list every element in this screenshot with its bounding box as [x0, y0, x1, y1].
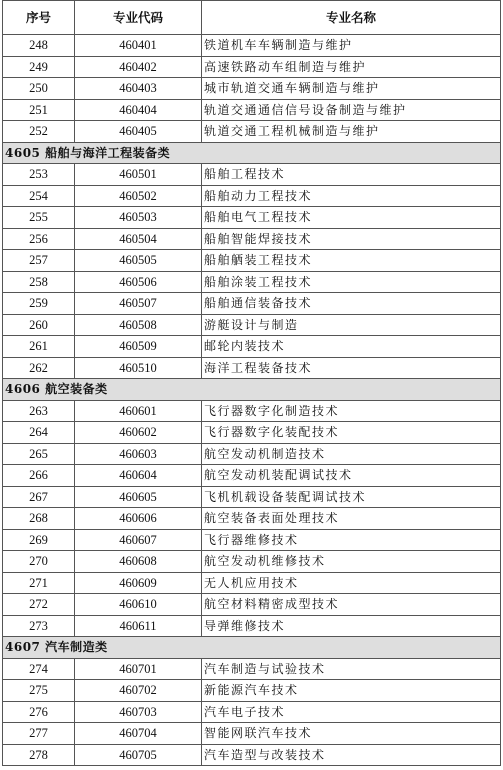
- row-major-name: 高速铁路动车组制造与维护: [202, 56, 501, 78]
- table-row: [3, 336, 501, 358]
- row-seq: 277: [3, 723, 75, 745]
- row-code: 460504: [75, 228, 202, 250]
- category-row: [3, 142, 501, 164]
- table-row: [3, 701, 501, 723]
- row-seq: 272: [3, 594, 75, 616]
- table-row: [3, 185, 501, 207]
- table-row: [3, 164, 501, 186]
- row-seq: 273: [3, 615, 75, 637]
- row-seq: 265: [3, 443, 75, 465]
- table-row: [3, 486, 501, 508]
- table-row: [3, 508, 501, 530]
- row-seq: 270: [3, 551, 75, 573]
- row-major-name: 飞机机载设备装配调试技术: [202, 486, 501, 508]
- row-code: 460701: [75, 658, 202, 680]
- row-code: 460702: [75, 680, 202, 702]
- table-row: [3, 529, 501, 551]
- row-code: 460601: [75, 400, 202, 422]
- row-code: 460403: [75, 78, 202, 100]
- row-major-name: 航空发动机制造技术: [202, 443, 501, 465]
- row-seq: 251: [3, 99, 75, 121]
- table-row: [3, 744, 501, 766]
- row-code: 460404: [75, 99, 202, 121]
- table-row: [3, 723, 501, 745]
- header-code: 专业代码: [75, 1, 202, 35]
- row-code: 460703: [75, 701, 202, 723]
- row-seq: 258: [3, 271, 75, 293]
- row-seq: 269: [3, 529, 75, 551]
- row-code: 460509: [75, 336, 202, 358]
- row-seq: 267: [3, 486, 75, 508]
- row-major-name: 飞行器数字化制造技术: [202, 400, 501, 422]
- row-major-name: 航空发动机装配调试技术: [202, 465, 501, 487]
- row-code: 460508: [75, 314, 202, 336]
- row-code: 460503: [75, 207, 202, 229]
- row-major-name: 城市轨道交通车辆制造与维护: [202, 78, 501, 100]
- table-row: [3, 228, 501, 250]
- table-body: [3, 35, 501, 766]
- row-major-name: 航空装备表面处理技术: [202, 508, 501, 530]
- row-major-name: 船舶动力工程技术: [202, 185, 501, 207]
- header-seq: 序号: [3, 1, 75, 35]
- row-major-name: 无人机应用技术: [202, 572, 501, 594]
- row-seq: 257: [3, 250, 75, 272]
- table-row: [3, 121, 501, 143]
- table-row: [3, 465, 501, 487]
- row-major-name: 汽车制造与试验技术: [202, 658, 501, 680]
- row-major-name: 汽车电子技术: [202, 701, 501, 723]
- row-seq: 261: [3, 336, 75, 358]
- table-row: [3, 615, 501, 637]
- table-row: [3, 271, 501, 293]
- row-code: 460610: [75, 594, 202, 616]
- row-major-name: 飞行器数字化装配技术: [202, 422, 501, 444]
- row-code: 460606: [75, 508, 202, 530]
- table-row: [3, 422, 501, 444]
- row-code: 460405: [75, 121, 202, 143]
- row-major-name: 海洋工程装备技术: [202, 357, 501, 379]
- table-row: [3, 314, 501, 336]
- row-seq: 255: [3, 207, 75, 229]
- row-code: 460605: [75, 486, 202, 508]
- row-major-name: 导弹维修技术: [202, 615, 501, 637]
- row-major-name: 船舶智能焊接技术: [202, 228, 501, 250]
- row-major-name: 船舶涂装工程技术: [202, 271, 501, 293]
- row-code: 460502: [75, 185, 202, 207]
- row-major-name: 船舶电气工程技术: [202, 207, 501, 229]
- row-seq: 248: [3, 35, 75, 57]
- category-row: [3, 379, 501, 401]
- row-seq: 264: [3, 422, 75, 444]
- row-major-name: 游艇设计与制造: [202, 314, 501, 336]
- category-label: 4607 汽车制造类: [3, 637, 501, 659]
- row-code: 460608: [75, 551, 202, 573]
- category-label: 4605 船舶与海洋工程装备类: [3, 142, 501, 164]
- row-seq: 250: [3, 78, 75, 100]
- row-major-name: 飞行器维修技术: [202, 529, 501, 551]
- row-code: 460501: [75, 164, 202, 186]
- table-row: [3, 293, 501, 315]
- table-row: [3, 658, 501, 680]
- row-seq: 271: [3, 572, 75, 594]
- row-major-name: 轨道交通通信信号设备制造与维护: [202, 99, 501, 121]
- row-major-name: 船舶工程技术: [202, 164, 501, 186]
- table-row: [3, 78, 501, 100]
- row-code: 460611: [75, 615, 202, 637]
- table-header: [3, 1, 501, 35]
- row-code: 460507: [75, 293, 202, 315]
- row-seq: 276: [3, 701, 75, 723]
- row-seq: 253: [3, 164, 75, 186]
- row-major-name: 智能网联汽车技术: [202, 723, 501, 745]
- row-seq: 263: [3, 400, 75, 422]
- row-major-name: 轨道交通工程机械制造与维护: [202, 121, 501, 143]
- row-seq: 260: [3, 314, 75, 336]
- row-seq: 262: [3, 357, 75, 379]
- table-row: [3, 250, 501, 272]
- header-name: 专业名称: [202, 1, 501, 35]
- row-code: 460705: [75, 744, 202, 766]
- row-code: 460602: [75, 422, 202, 444]
- table-row: [3, 99, 501, 121]
- row-code: 460609: [75, 572, 202, 594]
- row-seq: 249: [3, 56, 75, 78]
- table-row: [3, 400, 501, 422]
- table-row: [3, 357, 501, 379]
- row-seq: 278: [3, 744, 75, 766]
- row-code: 460607: [75, 529, 202, 551]
- row-major-name: 船舶舾装工程技术: [202, 250, 501, 272]
- row-code: 460603: [75, 443, 202, 465]
- row-major-name: 新能源汽车技术: [202, 680, 501, 702]
- row-seq: 252: [3, 121, 75, 143]
- row-seq: 275: [3, 680, 75, 702]
- row-code: 460505: [75, 250, 202, 272]
- row-major-name: 航空材料精密成型技术: [202, 594, 501, 616]
- table-row: [3, 56, 501, 78]
- table-row: [3, 594, 501, 616]
- row-seq: 266: [3, 465, 75, 487]
- row-major-name: 铁道机车车辆制造与维护: [202, 35, 501, 57]
- row-major-name: 航空发动机维修技术: [202, 551, 501, 573]
- table-row: [3, 680, 501, 702]
- row-code: 460506: [75, 271, 202, 293]
- category-label: 4606 航空装备类: [3, 379, 501, 401]
- row-major-name: 汽车造型与改装技术: [202, 744, 501, 766]
- table-row: [3, 443, 501, 465]
- row-code: 460402: [75, 56, 202, 78]
- row-seq: 274: [3, 658, 75, 680]
- table-row: [3, 551, 501, 573]
- table-row: [3, 572, 501, 594]
- document-page: [2, 0, 500, 766]
- header-row: [3, 1, 501, 35]
- row-code: 460604: [75, 465, 202, 487]
- table-row: [3, 207, 501, 229]
- row-code: 460510: [75, 357, 202, 379]
- major-catalog-table: [2, 0, 501, 766]
- table-row: [3, 35, 501, 57]
- row-seq: 254: [3, 185, 75, 207]
- row-seq: 259: [3, 293, 75, 315]
- row-code: 460704: [75, 723, 202, 745]
- row-major-name: 船舶通信装备技术: [202, 293, 501, 315]
- row-code: 460401: [75, 35, 202, 57]
- row-seq: 268: [3, 508, 75, 530]
- category-row: [3, 637, 501, 659]
- row-major-name: 邮轮内装技术: [202, 336, 501, 358]
- row-seq: 256: [3, 228, 75, 250]
